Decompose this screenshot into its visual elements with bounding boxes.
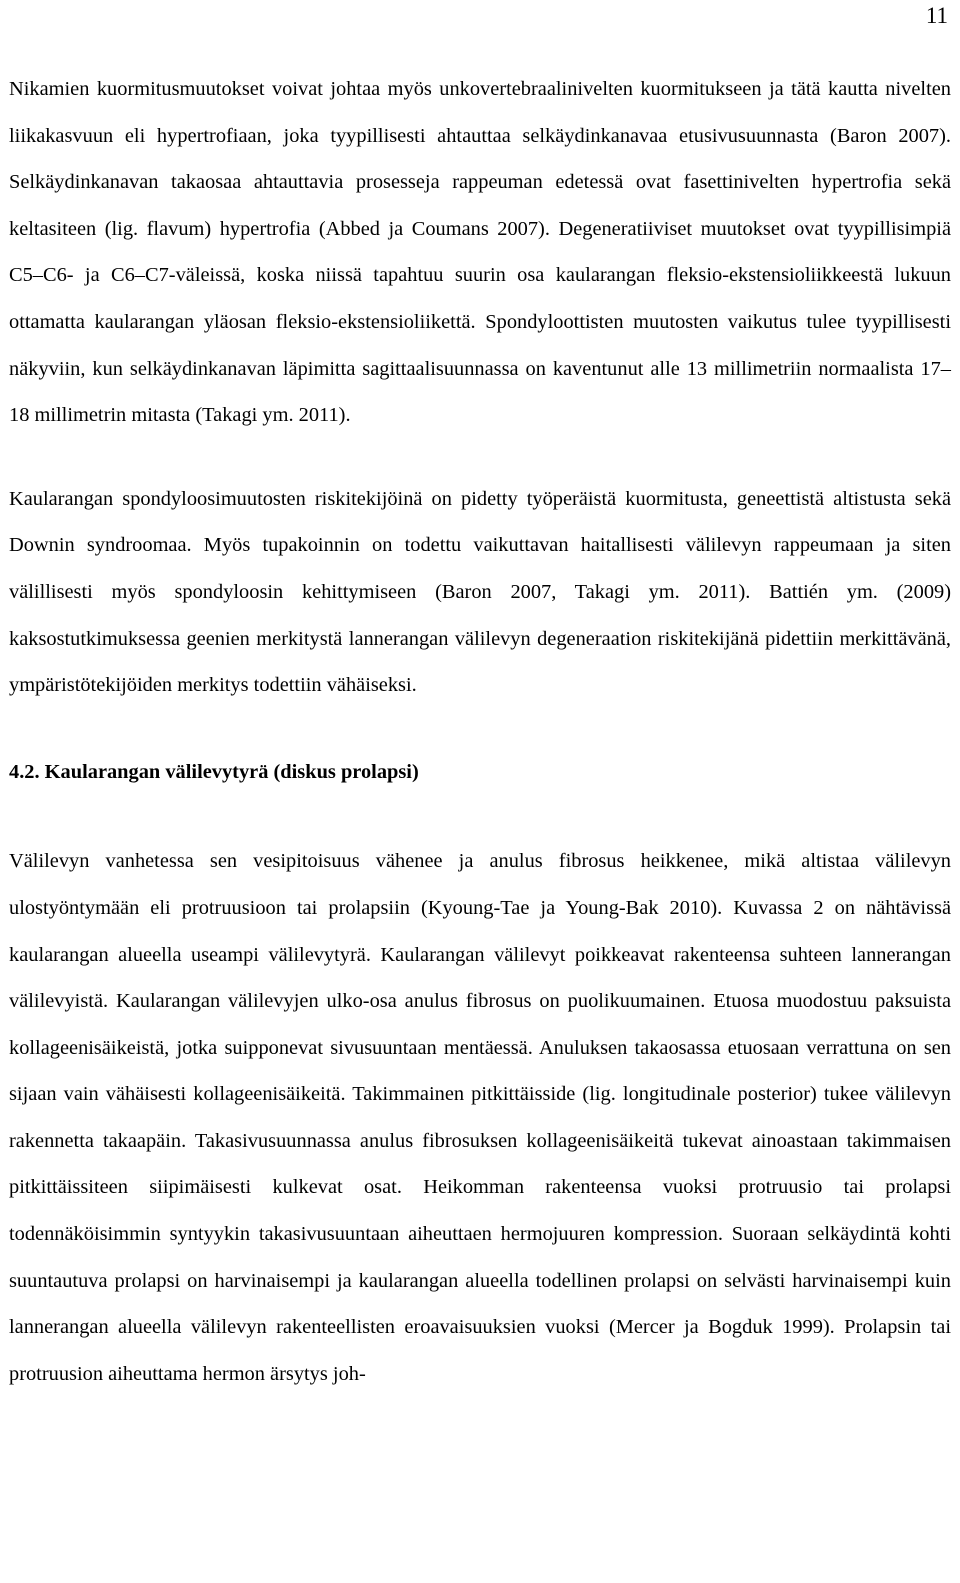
paragraph-spondylosis-risk-factors: Kaularangan spondyloosimuutosten riskitekijöinä on pidetty työperäistä kuormitusta, geneettistä altistusta sekä Downin syndroomaa. Myös tupakoinnin on todettu vaikuttavan haitallisesti välilevyn rappeumaan ja siten välillisesti myös spondyloosin kehittymiseen (Baron 2007, Takagi ym. 2011). Battién ym. (2009) kaksostutkimuksessa geenien merkitystä lannerangan välilevyn degeneraation riskitekijänä pidettiin merkittävänä, ympäristötekijöiden merkitys todettiin vähäiseksi. (9, 487, 951, 697)
page-number: 11 (925, 3, 948, 28)
paragraph-disc-herniation: Välilevyn vanhetessa sen vesipitoisuus vähenee ja anulus fibrosus heikkenee, mikä altistaa välilevyn ulostyöntymään eli protruusioon tai prolapsiin (Kyoung-Tae ja Young-Bak 2010). Kuvassa 2 on nähtävissä kaularangan alueella useampi välilevytyrä. Kaularangan välilevyt poikkeavat rakenteensa suhteen lannerangan välilevyistä. Kaularangan välilevyjen ulko-osa anulus fibrosus on puolikuumainen. Etuosa muodostuu paksuista kollageenisäikeistä, jotka suipponevat sivusuuntaan mentäessä. Anuluksen takaosassa etuosaan verrattuna on sen sijaan vain vähäisesti kollageenisäikeitä. Takimmainen pitkittäisside (lig. longitudinale posterior) tukee välilevyn rakennetta takaapäin. Takasivusuunnassa anulus fibrosuksen kollageenisäikeitä tukevat ainoastaan takimmaisen pitkittäissiteen siipimäisesti kulkevat osat. Heikomman rakenteensa vuoksi protruusio tai prolapsi todennäköisimmin syntyykin takasivusuuntaan aiheuttaen hermojuuren kompression. Suoraan selkäydintä kohti suuntautuva prolapsi on harvinaisempi ja kaularangan alueella todellinen prolapsi on selvästi harvinaisempi kuin lannerangan alueella välilevyn rakenteellisten eroavaisuuksien vuoksi (Mercer ja Bogduk 1999). Prolapsin tai protruusion aiheuttama hermon ärsytys joh- (9, 850, 951, 1385)
paragraph-spondylosis-mechanisms: Nikamien kuormitusmuutokset voivat johtaa myös unkovertebraalinivelten kuormitukseen ja tätä kautta nivelten liikakasvuun eli hypertrofiaan, joka tyypillisesti ahtauttaa selkäydinkanavaa etusivusuunnasta (Baron 2007). Selkäydinkanavan takaosaa ahtauttavia prosesseja rappeuman edetessä ovat fasettinivelten hypertrofia sekä keltasiteen (lig. flavum) hypertrofia (Abbed ja Coumans 2007). Degeneratiiviset muutokset ovat tyypillisimpiä C5–C6- ja C6–C7-väleissä, koska niissä tapahtuu suurin osa kaularangan fleksio-ekstensioliikkeestä lukuun ottamatta kaularangan yläosan fleksio-ekstensioliikettä. Spondyloottisten muutosten vaikutus tulee tyypillisesti näkyviin, kun selkäydinkanavan läpimitta sagittaalisuunnassa on kaventunut alle 13 millimetriin normaalista 17–18 millimetrin mitasta (Takagi ym. 2011). (9, 78, 951, 427)
section-heading: 4.2. Kaularangan välilevytyrä (diskus prolapsi) (9, 760, 419, 783)
page-body (9, 66, 951, 1397)
